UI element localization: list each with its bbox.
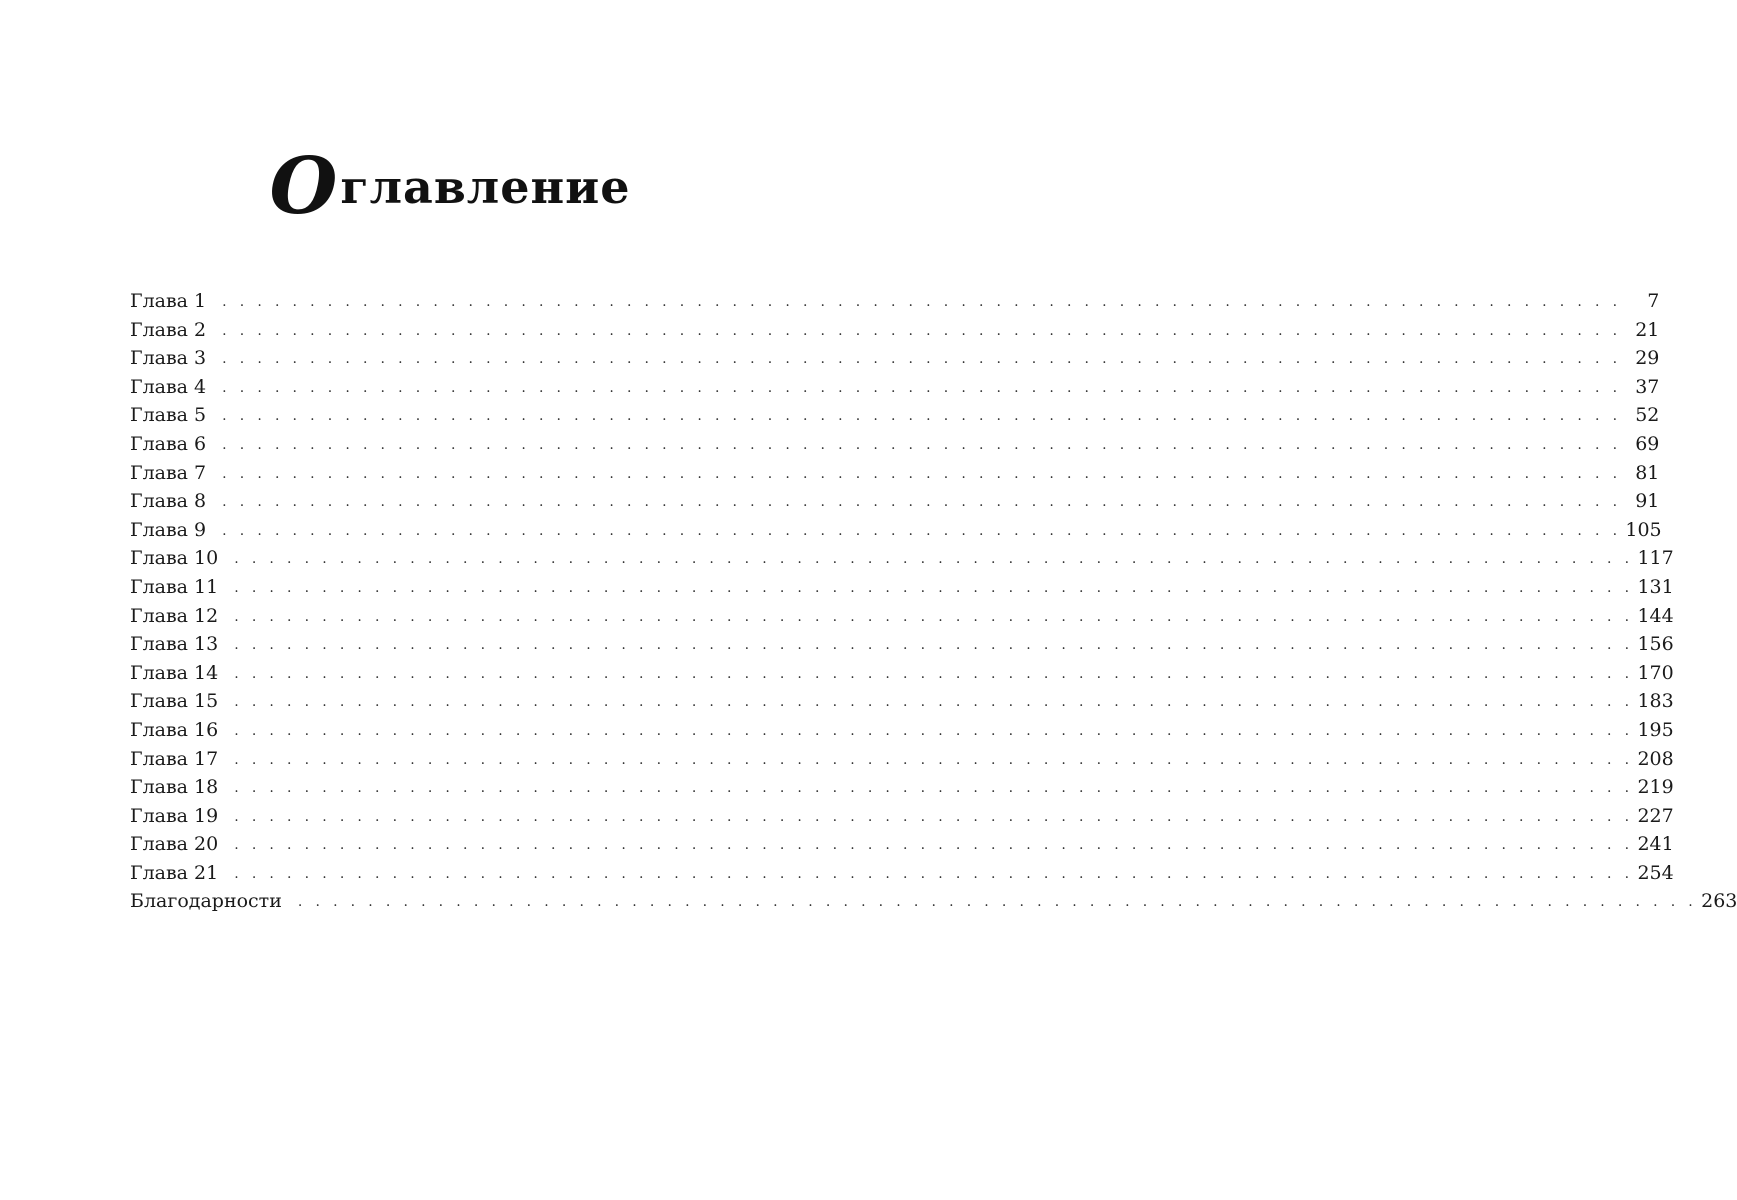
toc-dot-leader: . . . . . . . . . . . . . . . . . . . . . . . . . . . . . . . . . . . . . . . . . . . . . . . . . . . . . . . . . . . . . . . . . . . . . . . . . . . . . . . .: [222, 408, 1622, 425]
toc-entry-page-number: 208: [1637, 747, 1674, 770]
toc-entry-label: Глава 18: [130, 776, 219, 799]
table-of-contents: [130, 287, 1737, 916]
toc-entry[interactable]: [130, 373, 1660, 402]
toc-entry-label: Глава 9: [130, 518, 207, 541]
toc-entry-page-number: 195: [1637, 718, 1674, 741]
toc-entry-label: Глава 14: [130, 661, 219, 684]
toc-dot-leader: . . . . . . . . . . . . . . . . . . . . . . . . . . . . . . . . . . . . . . . . . . . . . . . . . . . . . . . . . . . . . . . . . . . . . . . . . . . . . . . .: [234, 808, 1634, 825]
toc-entry[interactable]: [130, 573, 1674, 602]
toc-dot-leader: . . . . . . . . . . . . . . . . . . . . . . . . . . . . . . . . . . . . . . . . . . . . . . . . . . . . . . . . . . . . . . . . . . . . . . . . . . . . . . . .: [222, 522, 1622, 539]
title-block: [0, 141, 900, 232]
toc-entry-page-number: 69: [1635, 432, 1660, 455]
toc-entry-page-number: 241: [1637, 833, 1674, 856]
toc-entry[interactable]: [130, 287, 1660, 316]
toc-entry-page-number: 263: [1701, 890, 1737, 913]
toc-entry[interactable]: [130, 687, 1674, 716]
toc-entry[interactable]: [130, 716, 1674, 745]
toc-entry[interactable]: [130, 430, 1660, 459]
toc-dot-leader: . . . . . . . . . . . . . . . . . . . . . . . . . . . . . . . . . . . . . . . . . . . . . . . . . . . . . . . . . . . . . . . . . . . . . . . . . . . . . . . .: [222, 436, 1622, 453]
toc-dot-leader: . . . . . . . . . . . . . . . . . . . . . . . . . . . . . . . . . . . . . . . . . . . . . . . . . . . . . . . . . . . . . . . . . . . . . . . . . . . . . . . .: [222, 351, 1622, 368]
toc-entry-label: Глава 5: [130, 404, 207, 427]
toc-dot-leader: . . . . . . . . . . . . . . . . . . . . . . . . . . . . . . . . . . . . . . . . . . . . . . . . . . . . . . . . . . . . . . . . . . . . . . . . . . . . . . . .: [234, 637, 1634, 654]
toc-entry-page-number: 52: [1635, 404, 1660, 427]
toc-entry-label: Благодарности: [130, 890, 282, 913]
toc-entry-page-number: 183: [1637, 690, 1674, 713]
toc-entry[interactable]: [130, 344, 1660, 373]
toc-dot-leader: . . . . . . . . . . . . . . . . . . . . . . . . . . . . . . . . . . . . . . . . . . . . . . . . . . . . . . . . . . . . . . . . . . . . . . . . . . . . . . . .: [234, 665, 1634, 682]
toc-entry-page-number: 21: [1635, 318, 1660, 341]
toc-entry-page-number: 91: [1635, 490, 1660, 513]
toc-dot-leader: . . . . . . . . . . . . . . . . . . . . . . . . . . . . . . . . . . . . . . . . . . . . . . . . . . . . . . . . . . . . . . . . . . . . . . . . . . . . . . . .: [234, 722, 1634, 739]
toc-entry-label: Глава 3: [130, 347, 207, 370]
toc-entry-label: Глава 4: [130, 375, 207, 398]
toc-dot-leader: . . . . . . . . . . . . . . . . . . . . . . . . . . . . . . . . . . . . . . . . . . . . . . . . . . . . . . . . . . . . . . . . . . . . . . . . . . . . . . . .: [222, 322, 1622, 339]
toc-entry[interactable]: [130, 487, 1660, 516]
toc-entry-label: Глава 21: [130, 861, 219, 884]
toc-entry-label: Глава 2: [130, 318, 207, 341]
toc-dot-leader: . . . . . . . . . . . . . . . . . . . . . . . . . . . . . . . . . . . . . . . . . . . . . . . . . . . . . . . . . . . . . . . . . . . . . . . . . . . . . . . .: [234, 608, 1634, 625]
toc-entry-label: Глава 12: [130, 604, 219, 627]
toc-dot-leader: . . . . . . . . . . . . . . . . . . . . . . . . . . . . . . . . . . . . . . . . . . . . . . . . . . . . . . . . . . . . . . . . . . . . . . . . . . . . . . . .: [234, 751, 1634, 768]
toc-entry-label: Глава 11: [130, 575, 219, 598]
toc-dot-leader: . . . . . . . . . . . . . . . . . . . . . . . . . . . . . . . . . . . . . . . . . . . . . . . . . . . . . . . . . . . . . . . . . . . . . . . . . . . . . . . .: [234, 780, 1634, 797]
toc-entry-label: Глава 16: [130, 718, 219, 741]
toc-entry[interactable]: [130, 401, 1660, 430]
toc-entry-label: Глава 19: [130, 804, 219, 827]
toc-dot-leader: . . . . . . . . . . . . . . . . . . . . . . . . . . . . . . . . . . . . . . . . . . . . . . . . . . . . . . . . . . . . . . . . . . . . . . . . . . . . . . . .: [222, 494, 1622, 511]
toc-entry-label: Глава 6: [130, 432, 207, 455]
toc-entry[interactable]: [130, 773, 1674, 802]
toc-entry-page-number: 29: [1635, 347, 1660, 370]
toc-entry[interactable]: [130, 602, 1674, 631]
toc-entry-page-number: 81: [1635, 461, 1660, 484]
toc-entry-page-number: 105: [1625, 518, 1662, 541]
toc-dot-leader: . . . . . . . . . . . . . . . . . . . . . . . . . . . . . . . . . . . . . . . . . . . . . . . . . . . . . . . . . . . . . . . . . . . . . . . . . . . . . . . .: [222, 465, 1622, 482]
toc-entry-page-number: 156: [1637, 633, 1674, 656]
toc-entry-page-number: 37: [1635, 375, 1660, 398]
toc-entry[interactable]: [130, 630, 1674, 659]
toc-entry-label: Глава 17: [130, 747, 219, 770]
toc-entry-page-number: 144: [1637, 604, 1674, 627]
toc-dot-leader: . . . . . . . . . . . . . . . . . . . . . . . . . . . . . . . . . . . . . . . . . . . . . . . . . . . . . . . . . . . . . . . . . . . . . . . . . . . . . . . .: [222, 294, 1622, 310]
toc-dot-leader: . . . . . . . . . . . . . . . . . . . . . . . . . . . . . . . . . . . . . . . . . . . . . . . . . . . . . . . . . . . . . . . . . . . . . . . . . . . . . . . .: [234, 837, 1634, 854]
toc-entry-page-number: 254: [1637, 861, 1674, 884]
toc-entry[interactable]: [130, 459, 1660, 488]
toc-entry-page-number: 219: [1637, 776, 1674, 799]
title-text: главление: [340, 160, 631, 214]
toc-entry-label: Глава 13: [130, 633, 219, 656]
toc-entry-page-number: 7: [1647, 290, 1660, 312]
toc-entry[interactable]: [130, 830, 1674, 859]
toc-dot-leader: . . . . . . . . . . . . . . . . . . . . . . . . . . . . . . . . . . . . . . . . . . . . . . . . . . . . . . . . . . . . . . . . . . . . . . . . . . . . . . . .: [234, 579, 1634, 596]
toc-dot-leader: . . . . . . . . . . . . . . . . . . . . . . . . . . . . . . . . . . . . . . . . . . . . . . . . . . . . . . . . . . . . . . . . . . . . . . . . . . . . . . . .: [234, 551, 1634, 568]
toc-entry-label: Глава 10: [130, 547, 219, 570]
toc-entry[interactable]: [130, 745, 1674, 774]
title-initial-letter: О: [269, 141, 339, 232]
toc-entry-page-number: 117: [1637, 547, 1674, 570]
toc-entry-page-number: 170: [1637, 661, 1674, 684]
toc-entry[interactable]: [130, 887, 1737, 916]
toc-entry-label: Глава 8: [130, 490, 207, 513]
toc-entry[interactable]: [130, 544, 1674, 573]
toc-entry-page-number: 131: [1637, 575, 1674, 598]
toc-entry-label: Глава 7: [130, 461, 207, 484]
toc-entry[interactable]: [130, 316, 1660, 345]
toc-entry-page-number: 227: [1637, 804, 1674, 827]
toc-dot-leader: . . . . . . . . . . . . . . . . . . . . . . . . . . . . . . . . . . . . . . . . . . . . . . . . . . . . . . . . . . . . . . . . . . . . . . . . . . . . . . . .: [234, 694, 1634, 711]
toc-entry-label: Глава 20: [130, 833, 219, 856]
toc-entry[interactable]: [130, 859, 1674, 888]
toc-entry[interactable]: [130, 802, 1674, 831]
toc-dot-leader: . . . . . . . . . . . . . . . . . . . . . . . . . . . . . . . . . . . . . . . . . . . . . . . . . . . . . . . . . . . . . . . . . . . . . . . . . . . . . . . .: [234, 865, 1634, 882]
toc-entry[interactable]: [130, 659, 1674, 688]
toc-entry-label: Глава 15: [130, 690, 219, 713]
toc-entry-label: Глава 1: [130, 290, 207, 312]
page-title: [269, 141, 631, 232]
toc-dot-leader: . . . . . . . . . . . . . . . . . . . . . . . . . . . . . . . . . . . . . . . . . . . . . . . . . . . . . . . . . . . . . . . . . . . . . . . . . . . . . . . .: [297, 894, 1698, 911]
toc-dot-leader: . . . . . . . . . . . . . . . . . . . . . . . . . . . . . . . . . . . . . . . . . . . . . . . . . . . . . . . . . . . . . . . . . . . . . . . . . . . . . . . .: [222, 379, 1622, 396]
toc-entry[interactable]: [130, 516, 1662, 545]
